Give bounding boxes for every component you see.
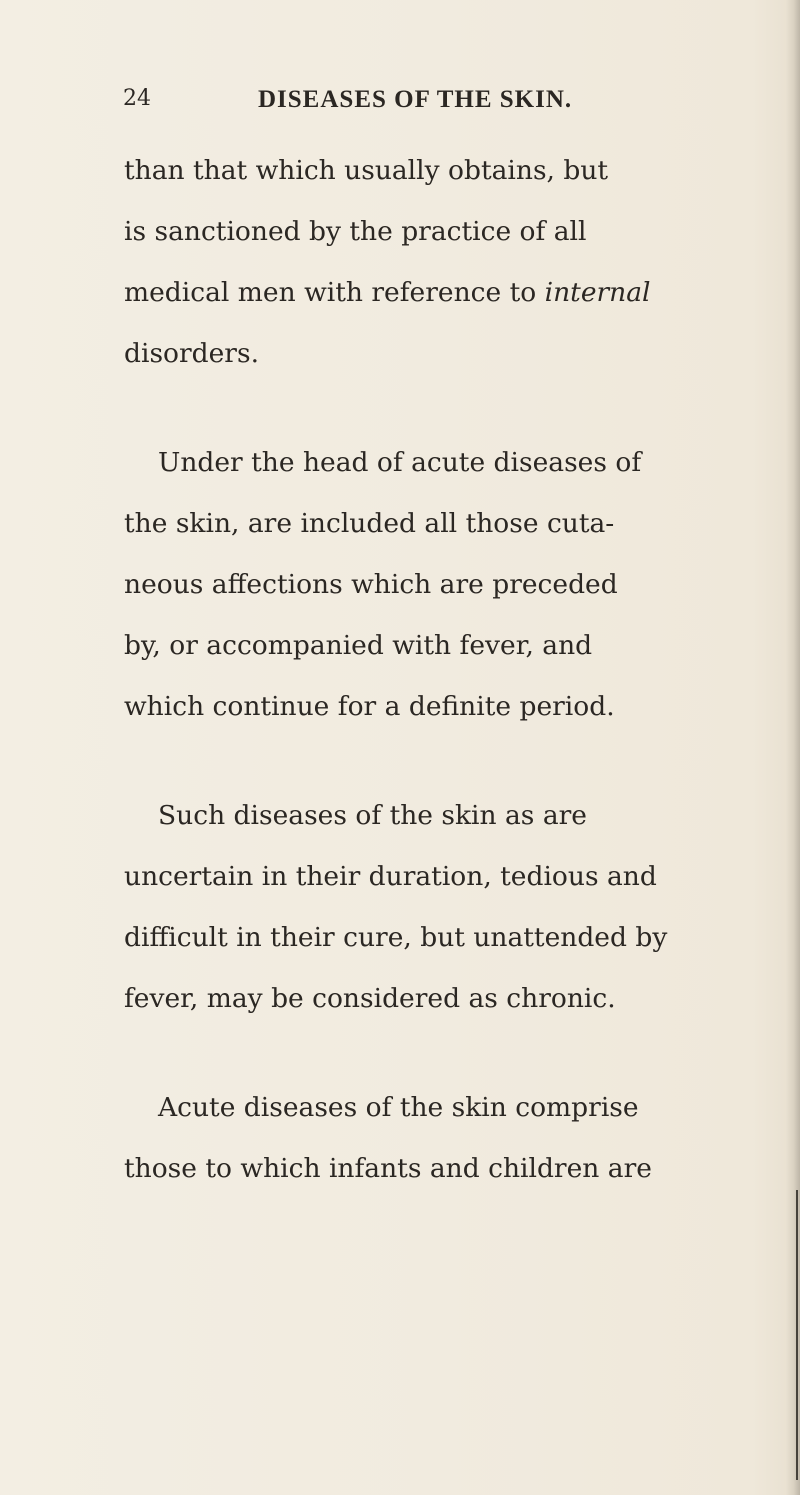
paragraph-3-line-3: difficult in their cure, but unattended by bbox=[124, 922, 668, 953]
paragraph-4-line-1: Acute diseases of the skin comprise bbox=[158, 1092, 639, 1123]
paragraph-3-line-2: uncertain in their duration, tedious and bbox=[124, 861, 657, 892]
paragraph-4-line-2: those to which infants and children are bbox=[124, 1153, 652, 1184]
paragraph-1-line-3-text: medical men with reference to bbox=[124, 277, 537, 308]
paragraph-2-line-1: Under the head of acute diseases of bbox=[158, 447, 642, 478]
paragraph-2-line-4: by, or accompanied with fever, and bbox=[124, 630, 593, 661]
paragraph-gap bbox=[124, 737, 774, 785]
paragraph-1-line-1: than that which usually obtains, but bbox=[124, 155, 609, 186]
page-number: 24 bbox=[123, 86, 151, 111]
paragraph-3-line-1: Such diseases of the skin as are bbox=[158, 800, 587, 831]
paragraph-1-line-3 bbox=[124, 262, 774, 323]
paragraph-gap bbox=[124, 1029, 774, 1077]
body-text bbox=[124, 140, 774, 1199]
paragraph-3-line-4: fever, may be considered as chronic. bbox=[124, 983, 616, 1014]
page-edge-line bbox=[796, 1190, 798, 1480]
paragraph-1-line-2: is sanctioned by the practice of all bbox=[124, 216, 587, 247]
italic-word-internal: internal bbox=[544, 277, 651, 308]
paragraph-2-line-5: which continue for a definite period. bbox=[124, 691, 615, 722]
running-title: DISEASES OF THE SKIN. bbox=[258, 86, 573, 113]
paragraph-2-line-3: neous affections which are preceded bbox=[124, 569, 618, 600]
paragraph-1-line-4: disorders. bbox=[124, 338, 259, 369]
running-head bbox=[0, 86, 800, 126]
paragraph-gap bbox=[124, 384, 774, 432]
paragraph-2-line-2: the skin, are included all those cuta- bbox=[124, 508, 615, 539]
